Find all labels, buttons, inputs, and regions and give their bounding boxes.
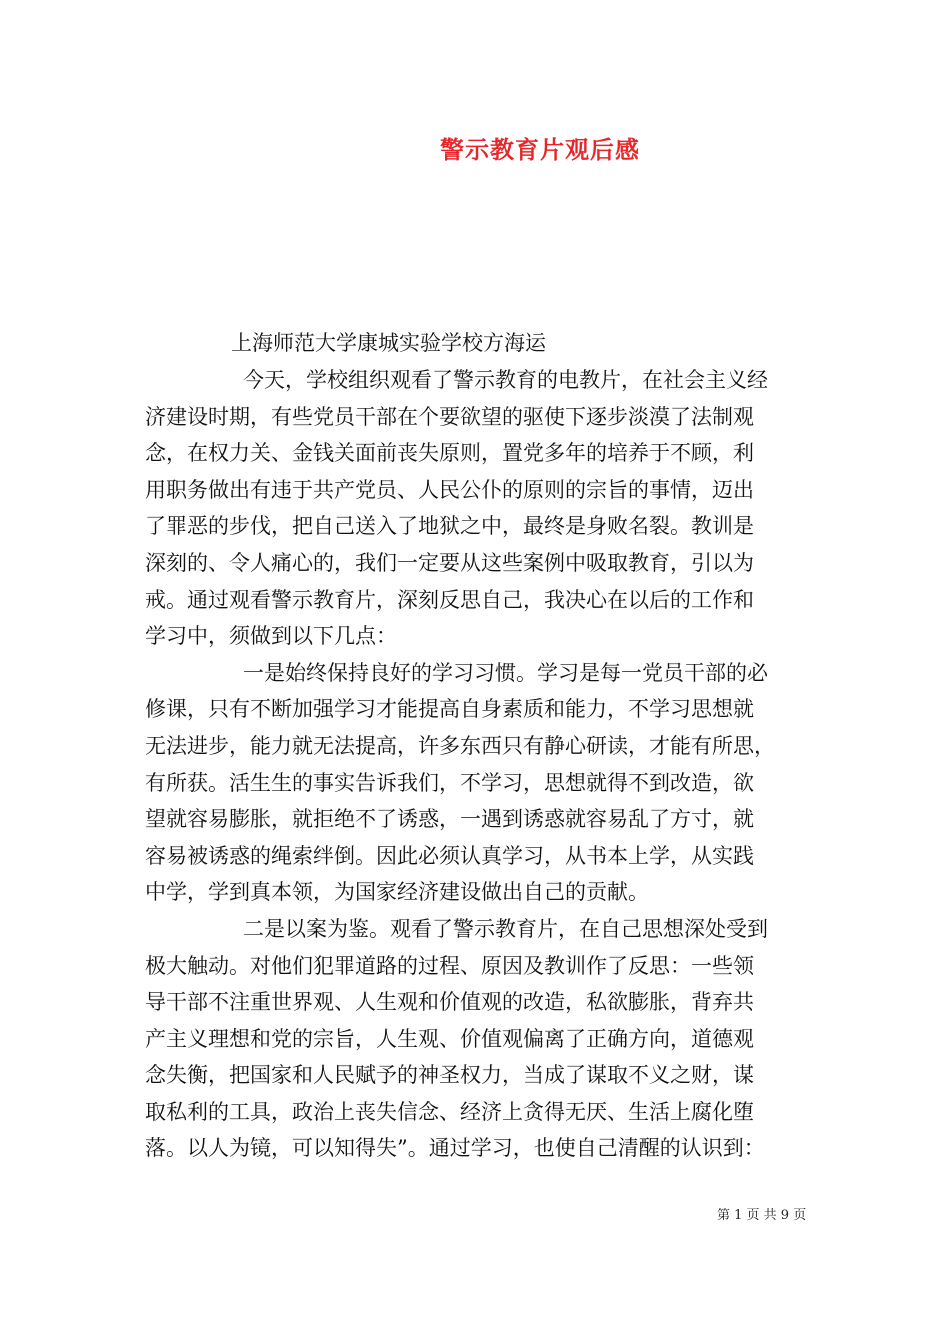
text-line: 一是始终保持良好的学习习惯。学习是每一党员干部的必 — [243, 660, 768, 685]
document-title: 警示教育片观后感 — [440, 135, 640, 164]
text-line: 取私利的工具，政治上丧失信念、经济上贪得无厌、生活上腐化堕 — [145, 1099, 754, 1124]
text-line: 济建设时期，有些党员干部在个要欲望的驱使下逐步淡漠了法制观 — [145, 404, 754, 429]
text-line: 念失衡，把国家和人民赋予的神圣权力，当成了谋取不义之财，谋 — [145, 1063, 754, 1088]
text-line: 导干部不注重世界观、人生观和价值观的改造，私欲膨胀，背弃共 — [145, 990, 754, 1015]
text-line: 落。以人为镜，可以知得失”。通过学习，也使自己清醒的认识到： — [145, 1136, 765, 1161]
text-line: 中学，学到真本领，为国家经济建设做出自己的贡献。 — [145, 880, 649, 905]
page-number: 第 1 页 共 9 页 — [717, 1208, 807, 1223]
body-text — [145, 362, 815, 1167]
text-line: 二是以案为鉴。观看了警示教育片，在自己思想深处受到 — [243, 916, 768, 941]
text-line: 了罪恶的步伐，把自己送入了地狱之中，最终是身败名裂。教训是 — [145, 514, 754, 539]
text-line: 修课，只有不断加强学习才能提高自身素质和能力，不学习思想就 — [145, 697, 754, 722]
author-line: 上海师范大学康城实验学校方海运 — [231, 331, 546, 355]
text-line: 望就容易膨胀，就拒绝不了诱惑，一遇到诱惑就容易乱了方寸，就 — [145, 807, 754, 832]
text-line: 无法进步，能力就无法提高，许多东西只有静心研读，才能有所思， — [145, 733, 775, 758]
text-line: 深刻的、令人痛心的，我们一定要从这些案例中吸取教育，引以为 — [145, 550, 754, 575]
text-line: 戒。通过观看警示教育片，深刻反思自己，我决心在以后的工作和 — [145, 587, 754, 612]
text-line: 产主义理想和党的宗旨，人生观、价值观偏离了正确方向，道德观 — [145, 1026, 754, 1051]
text-line: 念，在权力关、金钱关面前丧失原则，置党多年的培养于不顾，利 — [145, 441, 754, 466]
text-line: 极大触动。对他们犯罪道路的过程、原因及教训作了反思：一些领 — [145, 953, 754, 978]
text-line: 有所获。活生生的事实告诉我们，不学习，思想就得不到改造，欲 — [145, 770, 754, 795]
text-line: 学习中，须做到以下几点： — [145, 624, 397, 649]
text-line: 容易被诱惑的绳索绊倒。因此必须认真学习，从书本上学，从实践 — [145, 843, 754, 868]
text-line: 今天，学校组织观看了警示教育的电教片，在社会主义经 — [243, 368, 768, 392]
text-line: 用职务做出有违于共产党员、人民公仆的原则的宗旨的事情，迈出 — [145, 477, 754, 502]
